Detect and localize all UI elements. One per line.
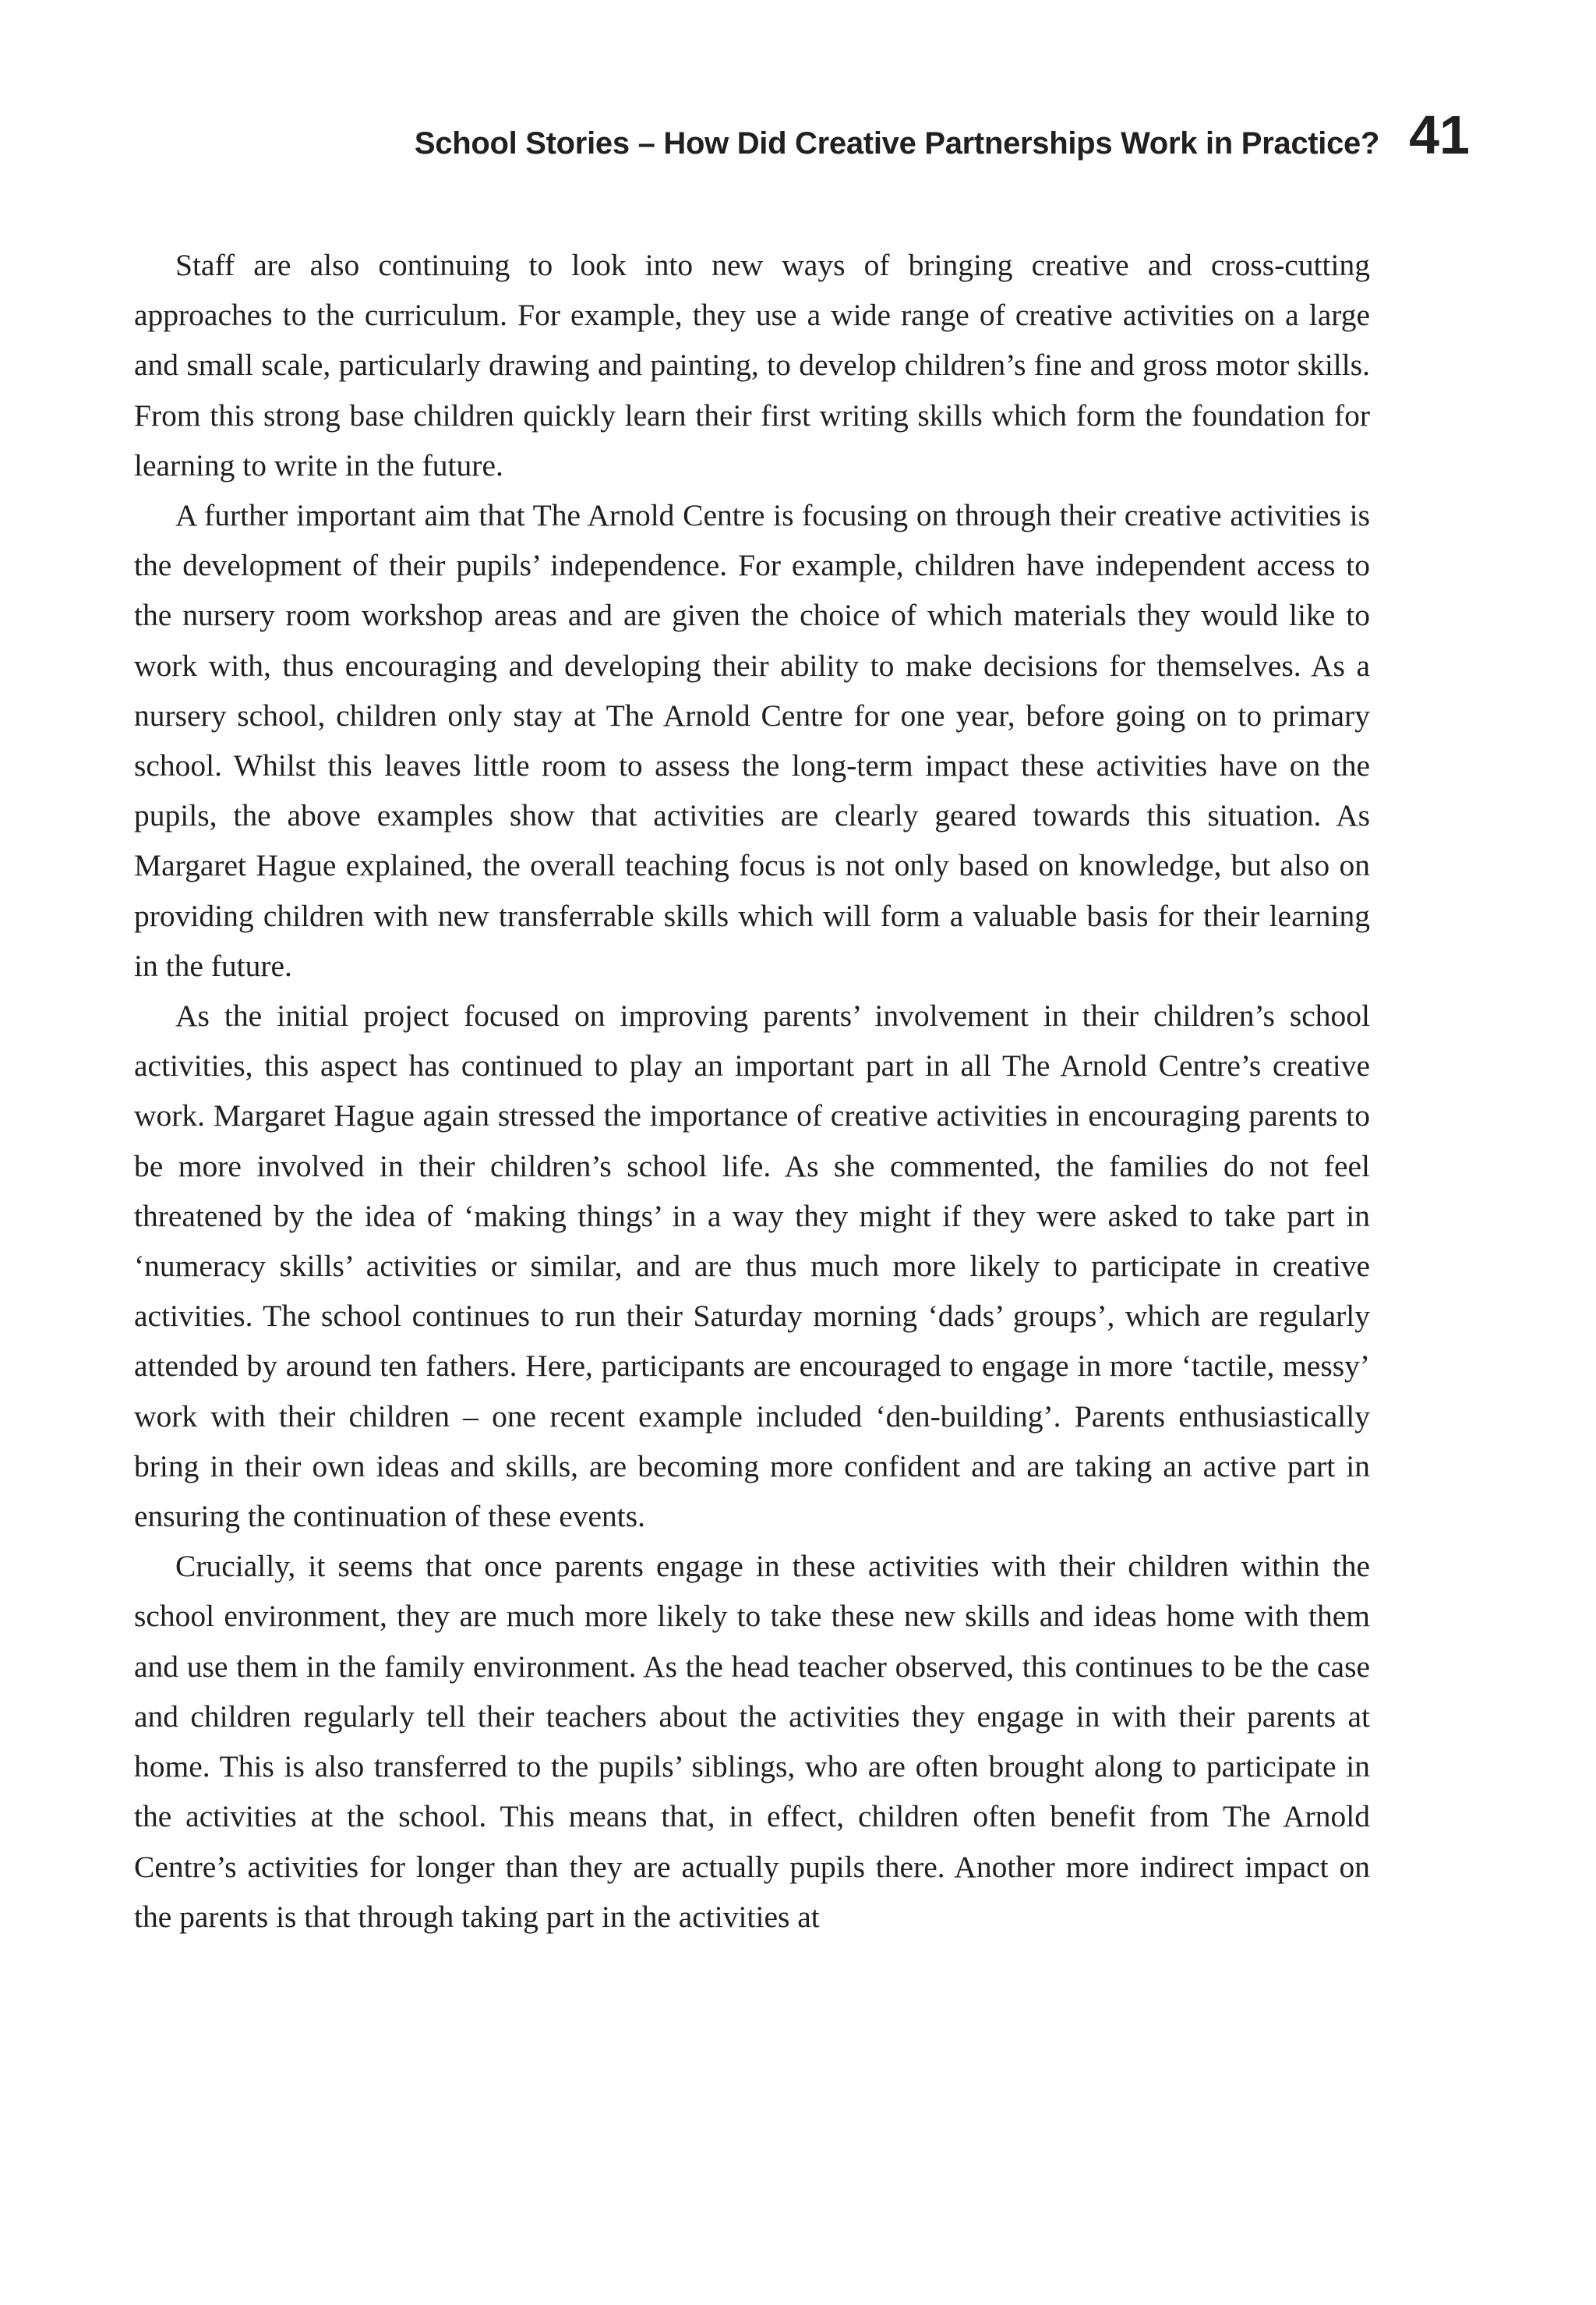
running-title: School Stories – How Did Creative Partnerships Work in Practice? [414,126,1380,161]
body-text [134,240,1370,1942]
paragraph: As the initial project focused on improving parents’ involvement in their children’s school activities, this aspect has continued to play an important part in all The Arnold Centre’s creative work. Margaret Hague again stressed the importance of creative activities in encouraging parents to be more involved in their children’s school life. As she commented, the families do not feel threatened by the idea of ‘making things’ in a way they might if they were asked to take part in ‘numeracy skills’ activities or similar, and are thus much more likely to participate in creative activities. The school continues to run their Saturday morning ‘dads’ groups’, which are regularly attended by around ten fathers. Here, participants are encouraged to engage in more ‘tactile, messy’ work with their children – one recent example included ‘den-building’. Parents enthusiastically bring in their own ideas and skills, are becoming more confident and are taking an active part in ensuring the continuation of these events. [134,999,1370,1534]
paragraph: Crucially, it seems that once parents engage in these activities with their children within the school environment, they are much more likely to take these new skills and ideas home with them and use them in the family environment. As the head teacher observed, this continues to be the case and children regularly tell their teachers about the activities they engage in with their parents at home. This is also transferred to the pupils’ siblings, who are often brought along to participate in the activities at the school. This means that, in effect, children often benefit from The Arnold Centre’s activities for longer than they are actually pupils there. Another more indirect impact on the parents is that through taking part in the activities at [134,1549,1370,1934]
paragraph: Staff are also continuing to look into new ways of bringing creative and cross-cutting approaches to the curriculum. For example, they use a wide range of creative activities on a large and small scale, particularly drawing and painting, to develop children’s fine and gross motor skills. From this strong base children quickly learn their first writing skills which form the foundation for learning to write in the future. [134,248,1370,483]
running-head [134,104,1470,178]
page-number: 41 [1409,104,1470,165]
paragraph: A further important aim that The Arnold Centre is focusing on through their creative activities is the development of their pupils’ independence. For example, children have independent access to the nursery room workshop areas and are given the choice of which materials they would like to work with, thus encouraging and developing their ability to make decisions for themselves. As a nursery school, children only stay at The Arnold Centre for one year, before going on to primary school. Whilst this leaves little room to assess the long-term impact these activities have on the pupils, the above examples show that activities are clearly geared towards this situation. As Margaret Hague explained, the overall teaching focus is not only based on knowledge, but also on providing children with new transferrable skills which will form a valuable basis for their learning in the future. [134,498,1370,983]
